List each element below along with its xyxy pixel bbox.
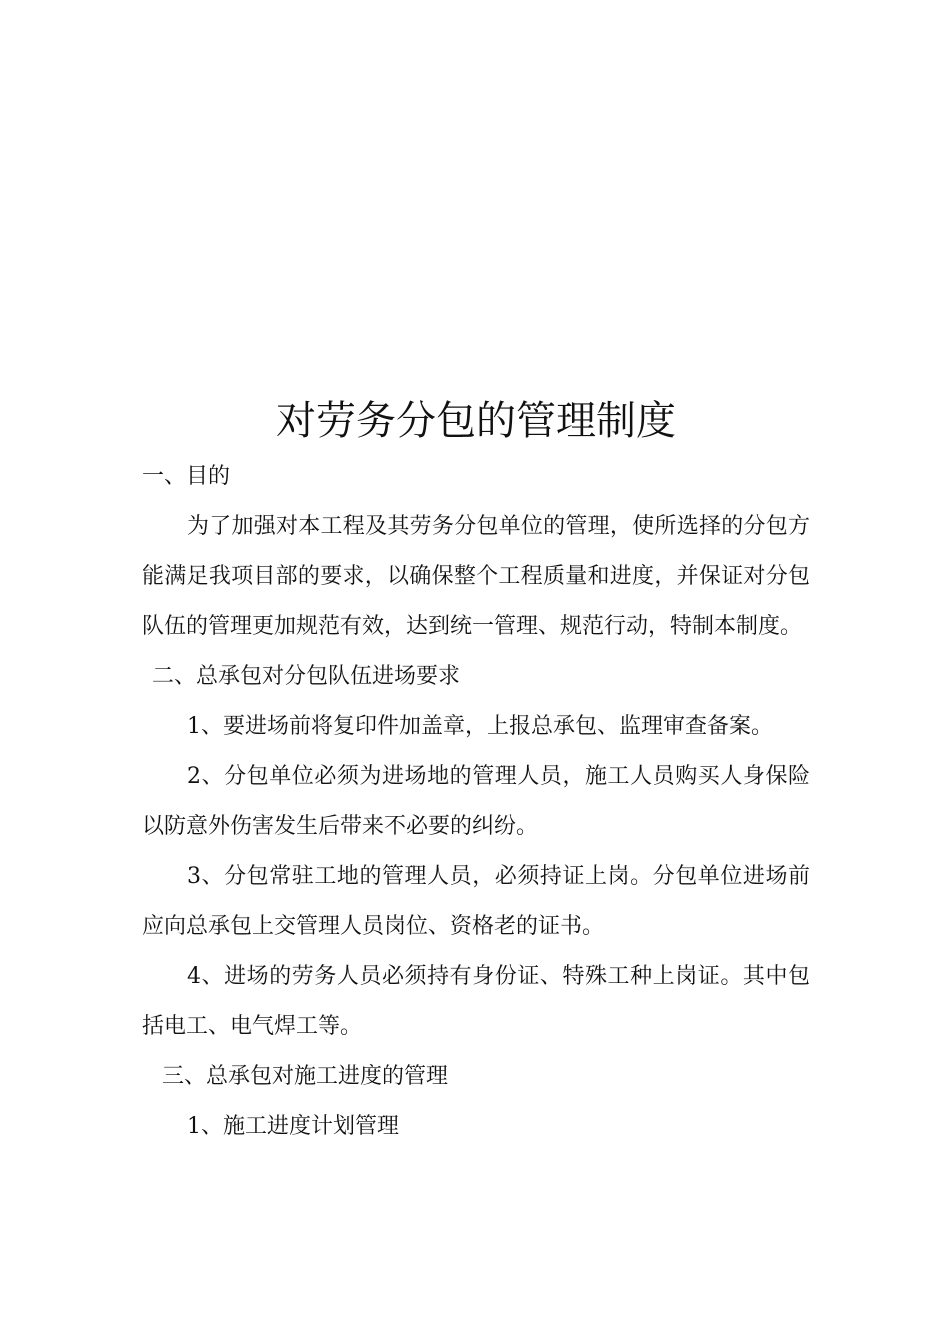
paragraph-entry-4: 4、进场的劳务人员必须持有身份证、特殊工种上岗证。其中包括电工、电气焊工等。 xyxy=(142,964,810,1039)
paragraph-progress-1: 1、施工进度计划管理 xyxy=(187,1114,399,1139)
section-heading-purpose: 一、目的 xyxy=(142,464,231,489)
section-heading-progress-management: 三、总承包对施工进度的管理 xyxy=(162,1064,449,1089)
section-heading-entry-requirements: 二、总承包对分包队伍进场要求 xyxy=(152,664,461,689)
paragraph-entry-3: 3、分包常驻工地的管理人员，必须持证上岗。分包单位进场前应向总承包上交管理人员岗位、资格老的证书。 xyxy=(142,864,810,939)
document-title: 对劳务分包的管理制度 xyxy=(276,398,676,444)
paragraph-purpose: 为了加强对本工程及其劳务分包单位的管理，使所选择的分包方能满足我项目部的要求，以确保整个工程质量和进度，并保证对分包队伍的管理更加规范有效，达到统一管理、规范行动，特制本制度。 xyxy=(142,514,810,639)
paragraph-entry-1: 1、要进场前将复印件加盖章，上报总承包、监理审查备案。 xyxy=(187,714,773,739)
document-body xyxy=(142,390,810,1152)
paragraph-entry-2: 2、分包单位必须为进场地的管理人员，施工人员购买人身保险以防意外伤害发生后带来不必要的纠纷。 xyxy=(142,764,810,839)
